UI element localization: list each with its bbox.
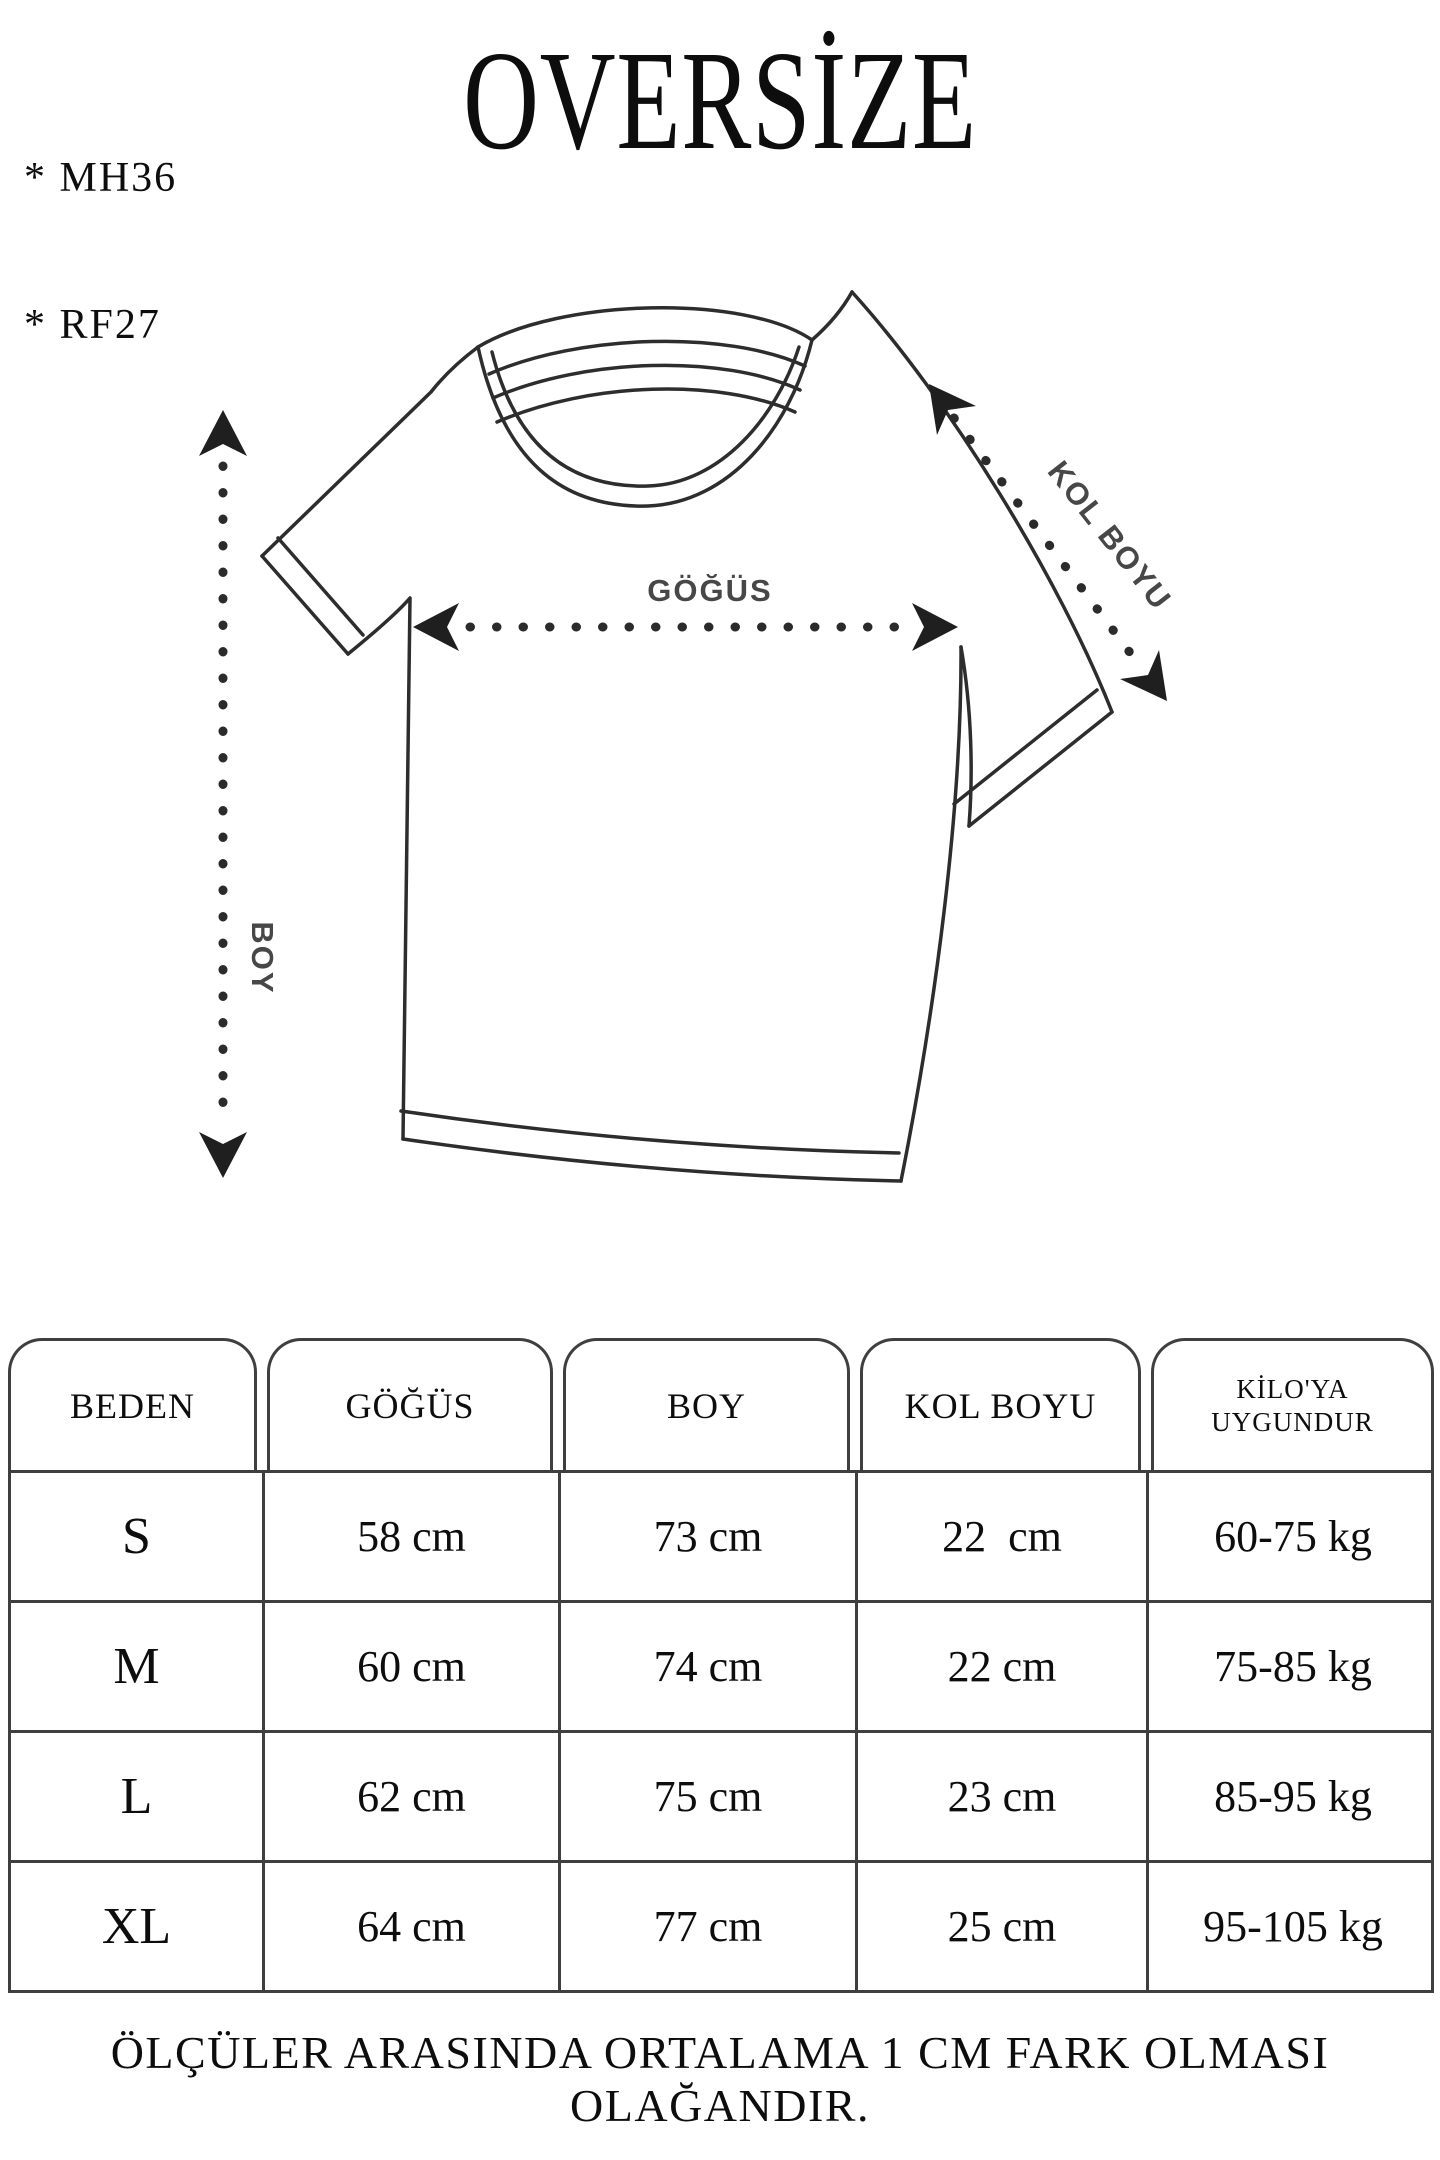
chest-arrowhead-right xyxy=(912,603,958,651)
length-measure-arrow xyxy=(199,410,280,1178)
header-gogus-label: GÖĞÜS xyxy=(345,1385,475,1426)
cell-length: 73 cm xyxy=(561,1473,858,1600)
cell-weight: 85-95 kg xyxy=(1214,1772,1372,1821)
cell-sleeve: 22 cm xyxy=(858,1603,1149,1730)
length-label: BOY xyxy=(244,921,280,995)
length-arrowhead-top xyxy=(199,410,247,456)
table-row-xl xyxy=(11,1863,1431,1993)
cell-sleeve: 22 cm xyxy=(858,1473,1149,1600)
chest-arrowhead-left xyxy=(413,603,459,651)
header-boy-label: BOY xyxy=(666,1385,746,1426)
header-kiloya-uygundur xyxy=(1151,1338,1434,1470)
right-cuff-band xyxy=(954,690,1097,804)
chest-measure-arrow xyxy=(413,573,958,651)
table-row-s xyxy=(11,1473,1431,1603)
table-row-m xyxy=(11,1603,1431,1733)
measurement-disclaimer: ÖLÇÜLER ARASINDA ORTALAMA 1 CM FARK OLMASI OLAĞANDIR. xyxy=(110,2027,1330,2131)
header-kol-boyu xyxy=(860,1338,1141,1470)
hem-outer xyxy=(403,1139,901,1181)
cell-chest: 64 cm xyxy=(265,1863,561,1990)
cell-size: XL xyxy=(11,1863,265,1990)
page-title: OVERSİZE xyxy=(463,21,977,179)
sleeve-label: KOL BOYU xyxy=(1040,454,1179,617)
header-beden-label: BEDEN xyxy=(70,1385,195,1426)
cell-chest: 58 cm xyxy=(265,1473,561,1600)
tshirt-measurement-diagram xyxy=(150,230,1250,1240)
cell-length: 75 cm xyxy=(561,1733,858,1860)
cell-length: 74 cm xyxy=(561,1603,858,1730)
sleeve-arrowhead-bottom xyxy=(1120,650,1167,701)
right-shoulder xyxy=(812,292,852,340)
cell-sleeve: 23 cm xyxy=(858,1733,1149,1860)
cell-chest: 60 cm xyxy=(265,1603,561,1730)
left-underarm-body xyxy=(348,598,410,1139)
cell-size: L xyxy=(11,1733,265,1860)
size-table-header xyxy=(8,1338,1434,1473)
tshirt-outline-drawing xyxy=(262,292,1112,1181)
header-beden xyxy=(8,1338,257,1470)
header-kol-boyu-label: KOL BOYU xyxy=(904,1385,1097,1426)
collar-rib-1 xyxy=(489,341,805,374)
collar-rib-3 xyxy=(497,389,795,422)
sleeve-measure-arrow xyxy=(929,384,1179,701)
table-row-l xyxy=(11,1733,1431,1863)
header-gogus xyxy=(267,1338,553,1470)
sleeve-arrowhead-top xyxy=(929,384,976,435)
size-table-body xyxy=(8,1473,1434,1993)
cell-chest: 62 cm xyxy=(265,1733,561,1860)
chest-label: GÖĞÜS xyxy=(647,573,773,608)
left-sleeve-outer xyxy=(262,347,478,556)
collar-front-inner xyxy=(492,347,799,486)
right-body-edge xyxy=(901,647,961,1181)
header-boy xyxy=(563,1338,850,1470)
cell-weight: 75-85 kg xyxy=(1214,1642,1372,1691)
header-kiloya-uygundur-label: KİLO'YA UYGUNDUR xyxy=(1211,1373,1374,1437)
hem-band xyxy=(401,1111,899,1153)
size-table xyxy=(8,1338,1434,1993)
cell-size: M xyxy=(11,1603,265,1730)
right-cuff-edge xyxy=(969,712,1112,826)
collar-rib-2 xyxy=(493,365,800,398)
product-code-2: * RF27 xyxy=(24,302,161,348)
cell-size: S xyxy=(11,1473,265,1600)
cell-weight: 60-75 kg xyxy=(1214,1512,1372,1561)
length-arrowhead-bottom xyxy=(199,1132,247,1178)
cell-length: 77 cm xyxy=(561,1863,858,1990)
cell-weight: 95-105 kg xyxy=(1203,1902,1383,1951)
product-code-1: * MH36 xyxy=(24,155,178,201)
cell-sleeve: 25 cm xyxy=(858,1863,1149,1990)
